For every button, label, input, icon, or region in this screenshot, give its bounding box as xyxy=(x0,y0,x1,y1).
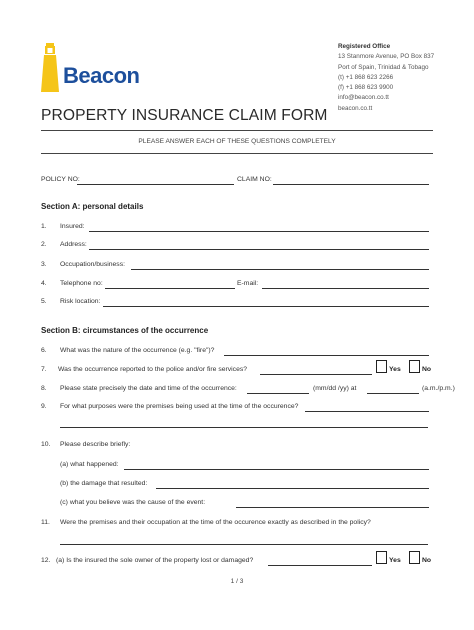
risk-location-label: Risk location: xyxy=(60,298,101,305)
telephone-label: Telephone no: xyxy=(60,280,103,287)
occurrence-nature-field[interactable] xyxy=(224,355,429,356)
q12-no-label: No xyxy=(422,557,432,564)
what-happened-field[interactable] xyxy=(124,469,429,470)
claim-no-label: CLAIM NO: xyxy=(237,176,272,183)
form-title: PROPERTY INSURANCE CLAIM FORM xyxy=(41,107,328,124)
policy-no-field[interactable] xyxy=(77,184,234,185)
brand-logo-text: Beacon xyxy=(63,63,140,88)
address-label: Address: xyxy=(60,241,87,248)
claim-no-field[interactable] xyxy=(273,184,429,185)
q7-yes-label: Yes xyxy=(389,366,401,373)
office-line: 13 Stanmore Avenue, PO Box 837 xyxy=(338,53,435,61)
email-field[interactable] xyxy=(262,288,429,289)
q5-number: 5. xyxy=(41,298,47,305)
lighthouse-logo-icon xyxy=(37,42,63,94)
q11-label: Were the premises and their occupation at the time of the occurence exactly as described in the policy? xyxy=(60,519,371,526)
q10-label: Please describe briefly: xyxy=(60,441,131,448)
occurrence-date-field[interactable] xyxy=(247,393,309,394)
q10b-label: (b) the damage that resulted: xyxy=(60,480,148,487)
q8-number: 8. xyxy=(41,385,47,392)
telephone-field[interactable] xyxy=(105,288,235,289)
q7-leader-line xyxy=(260,374,372,375)
occupation-field[interactable] xyxy=(131,269,429,270)
q10c-label: (c) what you believe was the cause of the event: xyxy=(60,499,206,506)
q6-label: What was the nature of the occurrence (e.g. "fire")? xyxy=(60,347,215,354)
email-label: E-mail: xyxy=(237,280,259,287)
form-instruction: PLEASE ANSWER EACH OF THESE QUESTIONS COMPLETELY xyxy=(138,138,336,145)
q7-no-label: No xyxy=(422,366,432,373)
q12-number: 12. xyxy=(41,557,51,564)
q11-number: 11. xyxy=(41,519,50,526)
office-email-link[interactable]: info@beacon.co.tt xyxy=(338,94,389,102)
q12-yes-label: Yes xyxy=(389,557,401,564)
office-line: Port of Spain, Trinidad & Tobago xyxy=(338,63,429,71)
q9-number: 9. xyxy=(41,403,47,410)
instruction-divider xyxy=(41,153,433,154)
office-fax: (f) +1 868 623 9900 xyxy=(338,84,394,92)
q12-label: (a) Is the insured the sole owner of the property lost or damaged? xyxy=(56,557,254,564)
insured-label: Insured: xyxy=(60,223,85,230)
q6-number: 6. xyxy=(41,347,47,354)
office-heading: Registered Office xyxy=(338,43,391,50)
policy-no-label: POLICY NO: xyxy=(41,176,80,183)
q3-number: 3. xyxy=(41,261,47,268)
occupation-label: Occupation/business: xyxy=(60,261,125,268)
q12-yes-checkbox[interactable] xyxy=(376,551,387,564)
q7-label: Was the occurrence reported to the police and/or fire services? xyxy=(58,366,248,373)
premises-purpose-field-1[interactable] xyxy=(305,411,429,412)
office-website-link[interactable]: beacon.co.tt xyxy=(338,104,373,112)
q7-number: 7. xyxy=(41,366,47,373)
q7-no-checkbox[interactable] xyxy=(409,360,420,373)
registered-office-block xyxy=(338,42,434,114)
q9-label: For what purposes were the premises being used at the time of the occurence? xyxy=(60,403,299,410)
section-b-heading: Section B: circumstances of the occurrence xyxy=(41,326,209,335)
q2-number: 2. xyxy=(41,241,47,248)
page-number: 1 / 3 xyxy=(230,578,244,585)
q4-number: 4. xyxy=(41,280,47,287)
q10-number: 10. xyxy=(41,441,51,448)
q10a-label: (a) what happened: xyxy=(60,461,119,468)
section-a-heading: Section A: personal details xyxy=(41,202,144,211)
q8-time-format: (a.m./p.m.) xyxy=(422,385,455,392)
cause-field[interactable] xyxy=(236,507,429,508)
address-field[interactable] xyxy=(89,249,429,250)
office-phone: (t) +1 868 623 2266 xyxy=(338,73,394,81)
risk-location-field[interactable] xyxy=(103,306,429,307)
damage-result-field[interactable] xyxy=(156,488,429,489)
q12-leader-line xyxy=(268,565,372,566)
q1-number: 1. xyxy=(41,223,47,230)
q11-answer-field[interactable] xyxy=(60,544,428,545)
q8-label: Please state precisely the date and time of the occurrence: xyxy=(60,385,237,392)
premises-purpose-field-2[interactable] xyxy=(60,427,428,428)
q7-yes-checkbox[interactable] xyxy=(376,360,387,373)
q8-date-format: (mm/dd /yy) at xyxy=(313,385,357,392)
insured-field[interactable] xyxy=(89,231,429,232)
occurrence-time-field[interactable] xyxy=(367,393,419,394)
q12-no-checkbox[interactable] xyxy=(409,551,420,564)
title-divider xyxy=(41,130,433,131)
